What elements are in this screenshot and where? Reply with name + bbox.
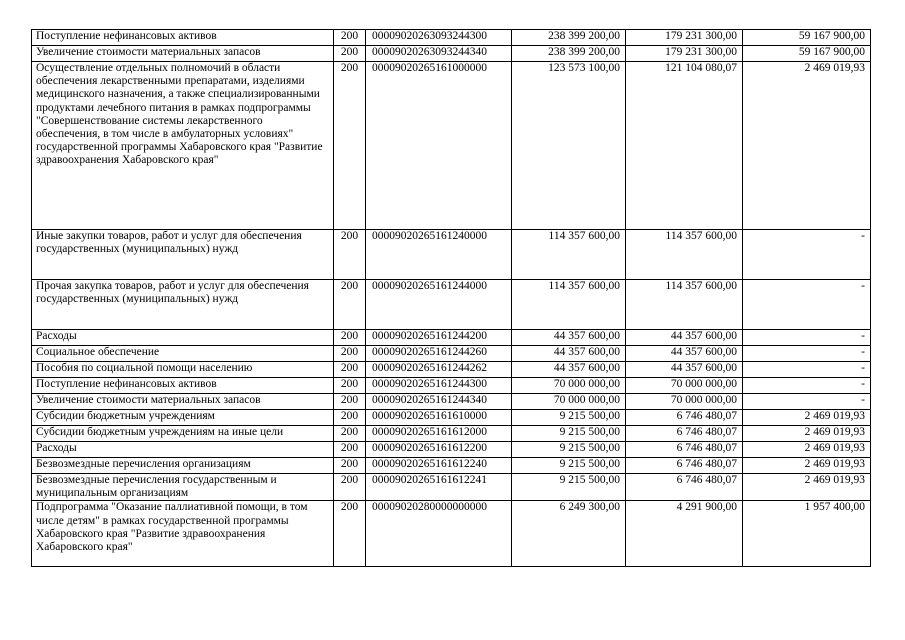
budget-classification-code: 00009020265161612000 <box>366 426 512 442</box>
budget-classification-code: 00009020263093244300 <box>366 30 512 46</box>
approved-amount: 123 573 100,00 <box>512 62 626 230</box>
table-row <box>32 62 871 230</box>
unexecuted-amount: - <box>743 346 871 362</box>
table-row <box>32 330 871 346</box>
approved-amount: 9 215 500,00 <box>512 458 626 474</box>
unexecuted-amount: - <box>743 394 871 410</box>
approved-amount: 114 357 600,00 <box>512 230 626 280</box>
line-code: 200 <box>334 46 366 62</box>
executed-amount: 179 231 300,00 <box>626 30 743 46</box>
unexecuted-amount: 2 469 019,93 <box>743 426 871 442</box>
line-code: 200 <box>334 362 366 378</box>
approved-amount: 238 399 200,00 <box>512 46 626 62</box>
table-row <box>32 378 871 394</box>
unexecuted-amount: 2 469 019,93 <box>743 458 871 474</box>
line-item-name: Субсидии бюджетным учреждениям <box>32 410 334 426</box>
executed-amount: 121 104 080,07 <box>626 62 743 230</box>
line-code: 200 <box>334 62 366 230</box>
approved-amount: 9 215 500,00 <box>512 426 626 442</box>
line-item-name: Осуществление отдельных полномочий в области обеспечения лекарственными препаратами, изделиями медицинского назначения, а также специализированными продуктами лечебного питания в рамках подпрограммы "Совершенствование системы лекарственного обеспечения, в том числе в амбулаторных условиях" государственной программы Хабаровского края "Развитие здравоохранения Хабаровского края" <box>32 62 334 230</box>
approved-amount: 6 249 300,00 <box>512 501 626 567</box>
budget-classification-code: 00009020265161244300 <box>366 378 512 394</box>
unexecuted-amount: - <box>743 280 871 330</box>
budget-classification-code: 00009020265161244262 <box>366 362 512 378</box>
unexecuted-amount: 2 469 019,93 <box>743 62 871 230</box>
table-row <box>32 30 871 46</box>
executed-amount: 6 746 480,07 <box>626 410 743 426</box>
budget-classification-code: 00009020265161244000 <box>366 280 512 330</box>
line-code: 200 <box>334 442 366 458</box>
budget-classification-code: 00009020265161000000 <box>366 62 512 230</box>
table-row <box>32 474 871 501</box>
line-item-name: Социальное обеспечение <box>32 346 334 362</box>
line-item-name: Безвозмездные перечисления государственным и муниципальным организациям <box>32 474 334 501</box>
line-code: 200 <box>334 378 366 394</box>
line-item-name: Прочая закупка товаров, работ и услуг для обеспечения государственных (муниципальных) нужд <box>32 280 334 330</box>
table-row <box>32 280 871 330</box>
line-item-name: Расходы <box>32 442 334 458</box>
line-item-name: Субсидии бюджетным учреждениям на иные цели <box>32 426 334 442</box>
approved-amount: 238 399 200,00 <box>512 30 626 46</box>
line-item-name: Поступление нефинансовых активов <box>32 378 334 394</box>
budget-classification-code: 00009020280000000000 <box>366 501 512 567</box>
unexecuted-amount: - <box>743 330 871 346</box>
line-item-name: Подпрограмма "Оказание паллиативной помощи, в том числе детям" в рамках государственной программы Хабаровского края "Развитие здравоохранения Хабаровского края" <box>32 501 334 567</box>
approved-amount: 44 357 600,00 <box>512 346 626 362</box>
line-code: 200 <box>334 458 366 474</box>
budget-classification-code: 00009020265161240000 <box>366 230 512 280</box>
approved-amount: 9 215 500,00 <box>512 442 626 458</box>
budget-classification-code: 00009020265161612240 <box>366 458 512 474</box>
executed-amount: 114 357 600,00 <box>626 230 743 280</box>
executed-amount: 70 000 000,00 <box>626 394 743 410</box>
executed-amount: 6 746 480,07 <box>626 474 743 501</box>
budget-classification-code: 00009020265161244260 <box>366 346 512 362</box>
executed-amount: 6 746 480,07 <box>626 458 743 474</box>
approved-amount: 9 215 500,00 <box>512 410 626 426</box>
budget-classification-code: 00009020263093244340 <box>366 46 512 62</box>
approved-amount: 114 357 600,00 <box>512 280 626 330</box>
table-row <box>32 501 871 567</box>
approved-amount: 44 357 600,00 <box>512 362 626 378</box>
line-item-name: Безвозмездные перечисления организациям <box>32 458 334 474</box>
executed-amount: 179 231 300,00 <box>626 46 743 62</box>
table-row <box>32 442 871 458</box>
unexecuted-amount: - <box>743 230 871 280</box>
executed-amount: 44 357 600,00 <box>626 362 743 378</box>
line-item-name: Расходы <box>32 330 334 346</box>
line-code: 200 <box>334 410 366 426</box>
line-code: 200 <box>334 474 366 501</box>
unexecuted-amount: - <box>743 378 871 394</box>
executed-amount: 44 357 600,00 <box>626 330 743 346</box>
table-row <box>32 394 871 410</box>
line-code: 200 <box>334 501 366 567</box>
line-item-name: Увеличение стоимости материальных запасов <box>32 394 334 410</box>
budget-classification-code: 00009020265161612241 <box>366 474 512 501</box>
executed-amount: 6 746 480,07 <box>626 442 743 458</box>
unexecuted-amount: 1 957 400,00 <box>743 501 871 567</box>
executed-amount: 4 291 900,00 <box>626 501 743 567</box>
table-row <box>32 230 871 280</box>
unexecuted-amount: 2 469 019,93 <box>743 442 871 458</box>
unexecuted-amount: 59 167 900,00 <box>743 46 871 62</box>
line-item-name: Иные закупки товаров, работ и услуг для обеспечения государственных (муниципальных) нужд <box>32 230 334 280</box>
budget-classification-code: 00009020265161244340 <box>366 394 512 410</box>
table-row <box>32 410 871 426</box>
approved-amount: 44 357 600,00 <box>512 330 626 346</box>
approved-amount: 9 215 500,00 <box>512 474 626 501</box>
line-code: 200 <box>334 280 366 330</box>
unexecuted-amount: 2 469 019,93 <box>743 410 871 426</box>
unexecuted-amount: - <box>743 362 871 378</box>
executed-amount: 70 000 000,00 <box>626 378 743 394</box>
unexecuted-amount: 2 469 019,93 <box>743 474 871 501</box>
table-row <box>32 362 871 378</box>
line-item-name: Пособия по социальной помощи населению <box>32 362 334 378</box>
approved-amount: 70 000 000,00 <box>512 394 626 410</box>
budget-classification-code: 00009020265161244200 <box>366 330 512 346</box>
budget-classification-code: 00009020265161610000 <box>366 410 512 426</box>
budget-execution-table <box>31 29 871 567</box>
line-item-name: Увеличение стоимости материальных запасов <box>32 46 334 62</box>
line-code: 200 <box>334 426 366 442</box>
executed-amount: 44 357 600,00 <box>626 346 743 362</box>
budget-classification-code: 00009020265161612200 <box>366 442 512 458</box>
unexecuted-amount: 59 167 900,00 <box>743 30 871 46</box>
line-code: 200 <box>334 230 366 280</box>
executed-amount: 114 357 600,00 <box>626 280 743 330</box>
table-row <box>32 346 871 362</box>
table-row <box>32 46 871 62</box>
table-row <box>32 458 871 474</box>
table-row <box>32 426 871 442</box>
line-code: 200 <box>334 330 366 346</box>
line-item-name: Поступление нефинансовых активов <box>32 30 334 46</box>
line-code: 200 <box>334 394 366 410</box>
line-code: 200 <box>334 346 366 362</box>
line-code: 200 <box>334 30 366 46</box>
approved-amount: 70 000 000,00 <box>512 378 626 394</box>
executed-amount: 6 746 480,07 <box>626 426 743 442</box>
